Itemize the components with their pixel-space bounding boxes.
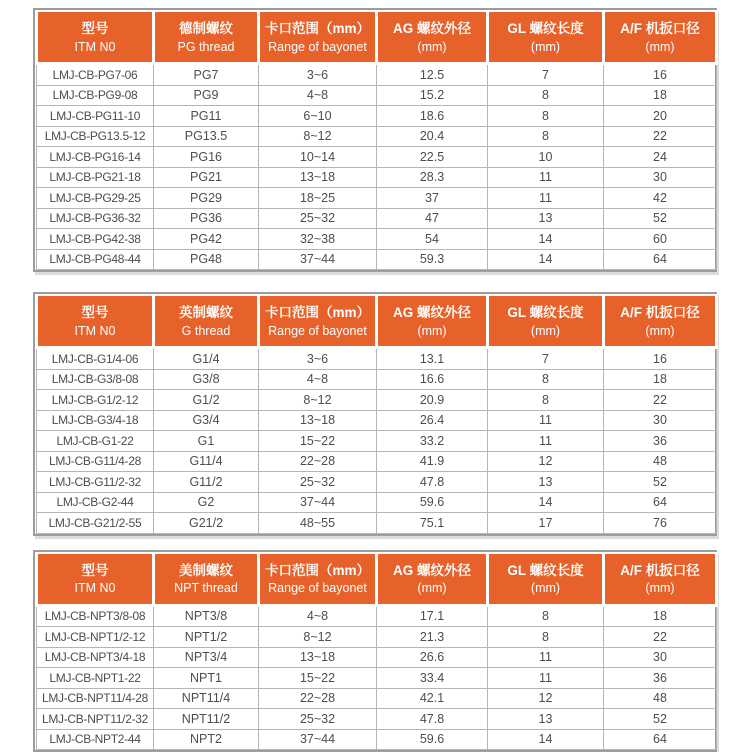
table-cell: PG36	[154, 208, 259, 229]
table-cell: G2	[154, 492, 259, 513]
table-cell: 12	[488, 451, 604, 472]
table-cell: 13	[488, 208, 604, 229]
table-cell: NPT1/2	[154, 627, 259, 648]
table-header	[37, 553, 717, 606]
table-row	[37, 390, 717, 411]
header-row	[37, 295, 717, 348]
table-cell: 10	[488, 147, 604, 168]
table-cell: 20	[604, 106, 717, 127]
pg-thread-table	[33, 8, 717, 272]
table-cell: G1/4	[154, 348, 259, 370]
table-cell: PG9	[154, 85, 259, 106]
table-row	[37, 126, 717, 147]
table-cell: 24	[604, 147, 717, 168]
column-header-line1: 卡口范围（mm）	[260, 561, 375, 581]
column-header-line1: 型号	[38, 561, 152, 581]
column-header-line2: (mm)	[378, 323, 486, 339]
column-header-line2: (mm)	[378, 580, 486, 596]
table-cell: PG11	[154, 106, 259, 127]
table-cell: 17	[488, 513, 604, 534]
table-cell: NPT2	[154, 729, 259, 750]
table-cell: 47.8	[377, 709, 488, 730]
table-row	[37, 492, 717, 513]
table-cell: 41.9	[377, 451, 488, 472]
table-cell: PG16	[154, 147, 259, 168]
column-header-line2: ITM N0	[38, 323, 152, 339]
column-header-line2: PG thread	[155, 39, 257, 55]
column-header-line1: A/F 机扳口径	[605, 303, 715, 323]
table-cell: 8	[488, 390, 604, 411]
table-row	[37, 472, 717, 493]
column-header-line2: (mm)	[489, 580, 602, 596]
table-cell: 15~22	[259, 668, 377, 689]
model-number-cell: LMJ-CB-PG7-06	[37, 64, 154, 86]
table-cell: 15.2	[377, 85, 488, 106]
g-thread-spec-table	[35, 294, 718, 534]
table-row	[37, 64, 717, 86]
table-cell: 18~25	[259, 188, 377, 209]
column-header-line1: 英制螺纹	[155, 303, 257, 323]
column-header-line1: 卡口范围（mm）	[260, 19, 375, 39]
table-cell: NPT11/4	[154, 688, 259, 709]
model-number-cell: LMJ-CB-PG48-44	[37, 249, 154, 270]
header-row	[37, 11, 717, 64]
column-header	[37, 295, 154, 348]
model-number-cell: LMJ-CB-G1/2-12	[37, 390, 154, 411]
column-header-line1: A/F 机扳口径	[605, 19, 715, 39]
model-number-cell: LMJ-CB-G21/2-55	[37, 513, 154, 534]
table-cell: 11	[488, 431, 604, 452]
model-number-cell: LMJ-CB-G1/4-06	[37, 348, 154, 370]
table-cell: 15~22	[259, 431, 377, 452]
table-cell: 33.4	[377, 668, 488, 689]
column-header-line2: (mm)	[489, 39, 602, 55]
table-cell: 14	[488, 729, 604, 750]
g-thread-table	[33, 292, 717, 536]
table-cell: 22	[604, 126, 717, 147]
table-cell: 42	[604, 188, 717, 209]
table-cell: 48	[604, 688, 717, 709]
table-cell: 16	[604, 348, 717, 370]
table-cell: 42.1	[377, 688, 488, 709]
table-cell: 14	[488, 249, 604, 270]
table-cell: 33.2	[377, 431, 488, 452]
table-cell: 28.3	[377, 167, 488, 188]
model-number-cell: LMJ-CB-G3/4-18	[37, 410, 154, 431]
column-header-line2: NPT thread	[155, 580, 257, 596]
table-cell: 22	[604, 390, 717, 411]
table-row	[37, 106, 717, 127]
table-cell: 36	[604, 668, 717, 689]
table-row	[37, 208, 717, 229]
table-row	[37, 668, 717, 689]
column-header	[377, 553, 488, 606]
table-cell: 48~55	[259, 513, 377, 534]
table-cell: 22.5	[377, 147, 488, 168]
column-header	[37, 553, 154, 606]
column-header-line1: 型号	[38, 303, 152, 323]
column-header-line2: (mm)	[605, 39, 715, 55]
table-cell: 59.6	[377, 729, 488, 750]
table-cell: 8	[488, 106, 604, 127]
table-row	[37, 249, 717, 270]
table-cell: 26.6	[377, 647, 488, 668]
table-cell: PG21	[154, 167, 259, 188]
model-number-cell: LMJ-CB-PG36-32	[37, 208, 154, 229]
table-cell: 8~12	[259, 126, 377, 147]
table-cell: 7	[488, 64, 604, 86]
table-cell: 21.3	[377, 627, 488, 648]
table-cell: 4~8	[259, 85, 377, 106]
table-cell: 18	[604, 369, 717, 390]
table-cell: 37~44	[259, 249, 377, 270]
table-cell: 18	[604, 85, 717, 106]
column-header	[604, 553, 717, 606]
column-header-line1: 型号	[38, 19, 152, 39]
column-header	[259, 11, 377, 64]
table-cell: G11/4	[154, 451, 259, 472]
table-body	[37, 64, 717, 270]
table-row	[37, 688, 717, 709]
table-row	[37, 627, 717, 648]
column-header	[154, 295, 259, 348]
column-header-line2: Range of bayonet	[260, 39, 375, 55]
table-body	[37, 348, 717, 534]
table-cell: 12	[488, 688, 604, 709]
table-cell: 11	[488, 410, 604, 431]
table-cell: 22~28	[259, 451, 377, 472]
table-row	[37, 229, 717, 250]
column-header	[604, 295, 717, 348]
table-row	[37, 431, 717, 452]
table-row	[37, 451, 717, 472]
table-cell: 3~6	[259, 64, 377, 86]
table-cell: 16	[604, 64, 717, 86]
column-header	[259, 553, 377, 606]
column-header-line2: G thread	[155, 323, 257, 339]
table-cell: PG42	[154, 229, 259, 250]
model-number-cell: LMJ-CB-NPT3/4-18	[37, 647, 154, 668]
table-cell: 25~32	[259, 709, 377, 730]
table-row	[37, 188, 717, 209]
npt-thread-table	[33, 550, 717, 752]
table-row	[37, 167, 717, 188]
column-header-line2: ITM N0	[38, 39, 152, 55]
column-header-line2: ITM N0	[38, 580, 152, 596]
column-header	[604, 11, 717, 64]
model-number-cell: LMJ-CB-PG21-18	[37, 167, 154, 188]
table-cell: 37~44	[259, 729, 377, 750]
table-row	[37, 348, 717, 370]
table-row	[37, 605, 717, 627]
table-cell: 22	[604, 627, 717, 648]
table-row	[37, 709, 717, 730]
column-header-line1: AG 螺纹外径	[378, 561, 486, 581]
table-cell: 64	[604, 249, 717, 270]
column-header-line1: GL 螺纹长度	[489, 561, 602, 581]
table-row	[37, 647, 717, 668]
table-cell: 52	[604, 472, 717, 493]
table-cell: 13	[488, 709, 604, 730]
table-cell: 18.6	[377, 106, 488, 127]
table-cell: 11	[488, 647, 604, 668]
column-header	[488, 553, 604, 606]
column-header	[488, 295, 604, 348]
table-cell: 20.9	[377, 390, 488, 411]
column-header-line1: 卡口范围（mm）	[260, 303, 375, 323]
table-cell: 37	[377, 188, 488, 209]
table-cell: PG7	[154, 64, 259, 86]
table-cell: 4~8	[259, 605, 377, 627]
table-cell: 11	[488, 188, 604, 209]
column-header-line2: (mm)	[378, 39, 486, 55]
table-cell: NPT3/8	[154, 605, 259, 627]
table-cell: 30	[604, 410, 717, 431]
table-cell: 8	[488, 126, 604, 147]
table-cell: 30	[604, 167, 717, 188]
column-header-line2: Range of bayonet	[260, 580, 375, 596]
table-cell: NPT11/2	[154, 709, 259, 730]
model-number-cell: LMJ-CB-G3/8-08	[37, 369, 154, 390]
table-cell: 30	[604, 647, 717, 668]
pg-thread-spec-table	[35, 10, 718, 270]
column-header	[154, 11, 259, 64]
table-row	[37, 729, 717, 750]
table-cell: 54	[377, 229, 488, 250]
model-number-cell: LMJ-CB-G11/2-32	[37, 472, 154, 493]
table-cell: 13.1	[377, 348, 488, 370]
column-header	[154, 553, 259, 606]
table-row	[37, 410, 717, 431]
table-cell: 11	[488, 668, 604, 689]
column-header-line1: 德制螺纹	[155, 19, 257, 39]
table-cell: G1/2	[154, 390, 259, 411]
table-cell: 64	[604, 492, 717, 513]
table-cell: 13~18	[259, 647, 377, 668]
column-header-line2: (mm)	[605, 323, 715, 339]
model-number-cell: LMJ-CB-PG16-14	[37, 147, 154, 168]
table-cell: 47.8	[377, 472, 488, 493]
table-cell: 64	[604, 729, 717, 750]
column-header-line1: A/F 机扳口径	[605, 561, 715, 581]
model-number-cell: LMJ-CB-NPT11/4-28	[37, 688, 154, 709]
column-header	[37, 11, 154, 64]
column-header	[377, 11, 488, 64]
table-cell: 11	[488, 167, 604, 188]
table-header	[37, 295, 717, 348]
model-number-cell: LMJ-CB-NPT2-44	[37, 729, 154, 750]
table-cell: 4~8	[259, 369, 377, 390]
model-number-cell: LMJ-CB-PG42-38	[37, 229, 154, 250]
table-cell: 10~14	[259, 147, 377, 168]
table-cell: 14	[488, 229, 604, 250]
table-cell: 13~18	[259, 167, 377, 188]
table-cell: 76	[604, 513, 717, 534]
table-cell: 13~18	[259, 410, 377, 431]
table-cell: 6~10	[259, 106, 377, 127]
table-cell: 8~12	[259, 627, 377, 648]
table-cell: 59.6	[377, 492, 488, 513]
column-header-line1: GL 螺纹长度	[489, 303, 602, 323]
table-cell: 52	[604, 709, 717, 730]
table-cell: 8	[488, 369, 604, 390]
table-cell: 26.4	[377, 410, 488, 431]
model-number-cell: LMJ-CB-PG29-25	[37, 188, 154, 209]
column-header	[259, 295, 377, 348]
table-cell: 3~6	[259, 348, 377, 370]
table-cell: 8	[488, 85, 604, 106]
table-cell: NPT3/4	[154, 647, 259, 668]
table-row	[37, 513, 717, 534]
table-cell: PG13.5	[154, 126, 259, 147]
column-header-line2: Range of bayonet	[260, 323, 375, 339]
table-cell: 48	[604, 451, 717, 472]
table-cell: 22~28	[259, 688, 377, 709]
table-cell: PG29	[154, 188, 259, 209]
model-number-cell: LMJ-CB-NPT1-22	[37, 668, 154, 689]
table-cell: 7	[488, 348, 604, 370]
table-cell: 17.1	[377, 605, 488, 627]
table-cell: 47	[377, 208, 488, 229]
table-cell: 16.6	[377, 369, 488, 390]
model-number-cell: LMJ-CB-G11/4-28	[37, 451, 154, 472]
model-number-cell: LMJ-CB-NPT11/2-32	[37, 709, 154, 730]
table-cell: G1	[154, 431, 259, 452]
table-cell: 59.3	[377, 249, 488, 270]
column-header	[377, 295, 488, 348]
column-header-line1: 美制螺纹	[155, 561, 257, 581]
table-cell: 8	[488, 605, 604, 627]
table-header	[37, 11, 717, 64]
table-body	[37, 605, 717, 750]
model-number-cell: LMJ-CB-PG13.5-12	[37, 126, 154, 147]
model-number-cell: LMJ-CB-G2-44	[37, 492, 154, 513]
table-cell: G21/2	[154, 513, 259, 534]
npt-thread-spec-table	[35, 552, 718, 751]
table-row	[37, 147, 717, 168]
column-header-line2: (mm)	[605, 580, 715, 596]
table-cell: G3/8	[154, 369, 259, 390]
column-header-line2: (mm)	[489, 323, 602, 339]
table-cell: 60	[604, 229, 717, 250]
table-cell: 8	[488, 627, 604, 648]
table-cell: 13	[488, 472, 604, 493]
table-cell: PG48	[154, 249, 259, 270]
table-cell: 25~32	[259, 472, 377, 493]
table-cell: 75.1	[377, 513, 488, 534]
table-cell: 36	[604, 431, 717, 452]
column-header-line1: AG 螺纹外径	[378, 19, 486, 39]
table-cell: NPT1	[154, 668, 259, 689]
table-cell: 8~12	[259, 390, 377, 411]
table-cell: G3/4	[154, 410, 259, 431]
model-number-cell: LMJ-CB-NPT3/8-08	[37, 605, 154, 627]
table-row	[37, 85, 717, 106]
table-cell: 32~38	[259, 229, 377, 250]
model-number-cell: LMJ-CB-NPT1/2-12	[37, 627, 154, 648]
header-row	[37, 553, 717, 606]
model-number-cell: LMJ-CB-PG9-08	[37, 85, 154, 106]
column-header-line1: GL 螺纹长度	[489, 19, 602, 39]
table-cell: 25~32	[259, 208, 377, 229]
table-cell: 37~44	[259, 492, 377, 513]
table-cell: G11/2	[154, 472, 259, 493]
model-number-cell: LMJ-CB-PG11-10	[37, 106, 154, 127]
table-cell: 18	[604, 605, 717, 627]
table-cell: 12.5	[377, 64, 488, 86]
column-header	[488, 11, 604, 64]
table-cell: 14	[488, 492, 604, 513]
model-number-cell: LMJ-CB-G1-22	[37, 431, 154, 452]
column-header-line1: AG 螺纹外径	[378, 303, 486, 323]
table-row	[37, 369, 717, 390]
table-cell: 20.4	[377, 126, 488, 147]
table-cell: 52	[604, 208, 717, 229]
